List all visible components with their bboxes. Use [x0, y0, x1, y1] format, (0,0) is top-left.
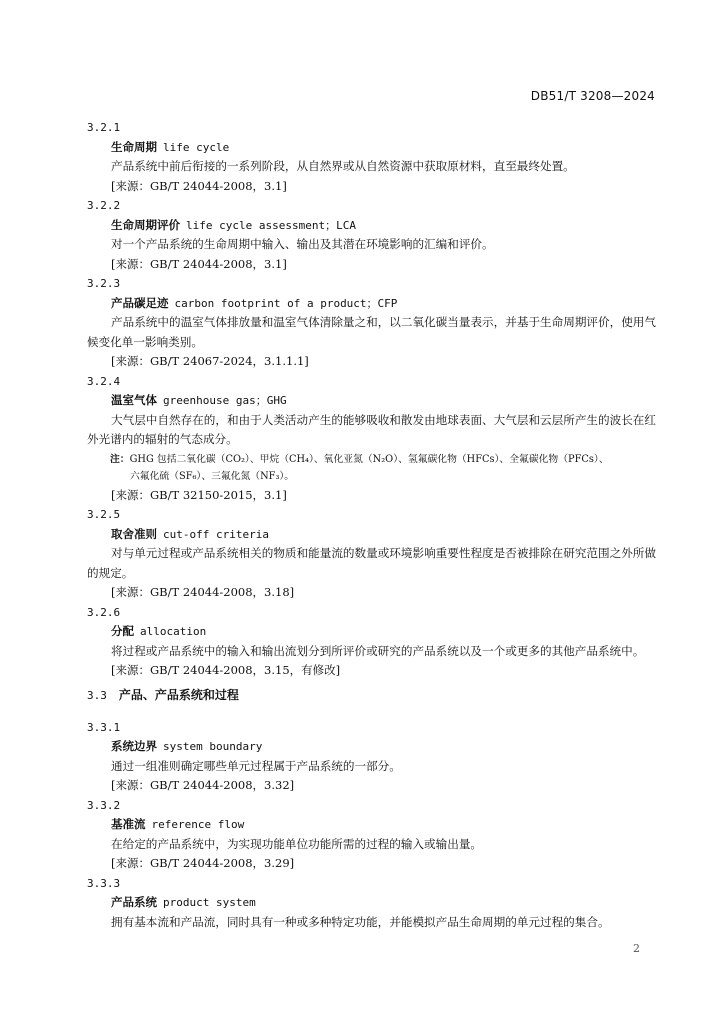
term-number: 3.2.4 — [87, 374, 121, 388]
term-title — [87, 294, 656, 314]
term-definition: 对一个产品系统的生命周期中输入、输出及其潜在环境影响的汇编和评价。 — [111, 237, 494, 251]
term-title-zh: 生命周期评价 — [111, 217, 180, 232]
term-source: [来源：GB/T 24044-2008，3.18] — [111, 585, 295, 599]
term-number: 3.2.2 — [87, 199, 121, 212]
section-title: 产品、产品系统和过程 — [118, 687, 239, 702]
term-definition: 通过一组准则确定哪些单元过程属于产品系统的一部分。 — [111, 758, 401, 773]
section-heading — [87, 685, 656, 706]
document-id-header: DB51/T 3208—2024 — [530, 89, 655, 103]
term-entry — [87, 718, 656, 796]
term-title — [87, 622, 656, 642]
term-title-zh: 产品系统 — [111, 895, 157, 909]
term-title-en: allocation — [140, 625, 207, 638]
term-title — [87, 391, 656, 411]
term-title — [87, 737, 656, 757]
section-number: 3.3 — [87, 688, 107, 702]
term-source: [来源：GB/T 24044-2008，3.15，有修改] — [111, 663, 341, 677]
term-title-en: life cycle assessment；LCA — [186, 218, 356, 232]
term-number: 3.2.3 — [87, 277, 121, 290]
term-title-en: greenhouse gas；GHG — [163, 394, 287, 407]
term-entry — [87, 603, 656, 681]
document-body — [87, 118, 656, 932]
term-title-zh: 取舍准则 — [111, 526, 157, 541]
term-entry — [87, 874, 656, 933]
term-title-en: reference flow — [151, 818, 245, 831]
term-definition: 对与单元过程或产品系统相关的物质和能量流的数量或环境影响重要性程度是否被排除在研究范围之外所做的规定。 — [87, 546, 656, 580]
term-title-en: system boundary — [163, 740, 263, 753]
term-number: 3.2.6 — [87, 605, 121, 619]
term-note — [87, 451, 656, 485]
term-title-en: life cycle — [163, 140, 230, 154]
term-title-zh: 生命周期 — [111, 139, 157, 154]
note-text-continued: 六氟化硫（SF₆）、三氟化氮（NF₃）。 — [130, 470, 295, 482]
term-definition: 产品系统中前后衔接的一系列阶段，从自然界或从自然资源中获取原材料，直至最终处置。 — [111, 159, 575, 173]
term-entry — [87, 372, 656, 506]
term-title — [87, 216, 656, 236]
term-entry — [87, 196, 656, 274]
term-source: [来源：GB/T 24044-2008，3.1] — [111, 256, 287, 271]
term-definition: 在给定的产品系统中，为实现功能单位功能所需的过程的输入或输出量。 — [111, 836, 483, 851]
term-number: 3.3.3 — [87, 876, 121, 890]
term-source: [来源：GB/T 32150-2015，3.1] — [111, 487, 287, 502]
term-title-en: carbon footprint of a product；CFP — [174, 296, 398, 310]
term-entry — [87, 505, 656, 603]
term-number: 3.3.2 — [87, 798, 121, 812]
term-number: 3.2.5 — [87, 508, 121, 521]
term-title — [87, 525, 656, 545]
term-definition: 将过程或产品系统中的输入和输出流划分到所评价或研究的产品系统以及一个或更多的其他产品系统中。 — [111, 643, 645, 658]
term-number: 3.2.1 — [87, 121, 121, 134]
term-title-zh: 分配 — [111, 624, 134, 638]
term-title-en: cut-off criteria — [163, 527, 269, 541]
term-source: [来源：GB/T 24044-2008，3.1] — [111, 178, 287, 193]
note-text: GHG 包括二氧化碳（CO₂）、甲烷（CH₄）、氧化亚氮（N₂O）、氢氟碳化物（HFCs）、全氟碳化物（PFCs）、 — [129, 453, 609, 465]
page-number: 2 — [633, 942, 640, 955]
term-title-zh: 基准流 — [111, 817, 146, 831]
term-source: [来源：GB/T 24044-2008，3.29] — [111, 856, 295, 870]
term-definition: 大气层中自然存在的，和由于人类活动产生的能够吸收和散发由地球表面、大气层和云层所产生的波长在红外光谱内的辐射的气态成分。 — [87, 412, 656, 446]
term-title — [87, 138, 656, 158]
term-title-zh: 系统边界 — [111, 739, 157, 753]
term-entry — [87, 796, 656, 874]
term-entry — [87, 118, 656, 196]
note-label: 注： — [110, 453, 130, 465]
term-title — [87, 893, 656, 913]
term-title — [87, 815, 656, 835]
term-definition: 拥有基本流和产品流，同时具有一种或多种特定功能，并能模拟产品生命周期的单元过程的集合。 — [111, 914, 610, 929]
term-source: [来源：GB/T 24067-2024，3.1.1.1] — [111, 354, 309, 368]
term-title-en: product system — [163, 896, 256, 909]
term-title-zh: 温室气体 — [111, 393, 157, 407]
term-source: [来源：GB/T 24044-2008，3.32] — [111, 778, 295, 792]
term-definition: 产品系统中的温室气体排放量和温室气体清除量之和，以二氧化碳当量表示，并基于生命周期评价，使用气候变化单一影响类别。 — [87, 315, 656, 349]
term-number: 3.3.1 — [87, 720, 121, 734]
term-entry — [87, 274, 656, 372]
term-title-zh: 产品碳足迹 — [111, 295, 169, 310]
